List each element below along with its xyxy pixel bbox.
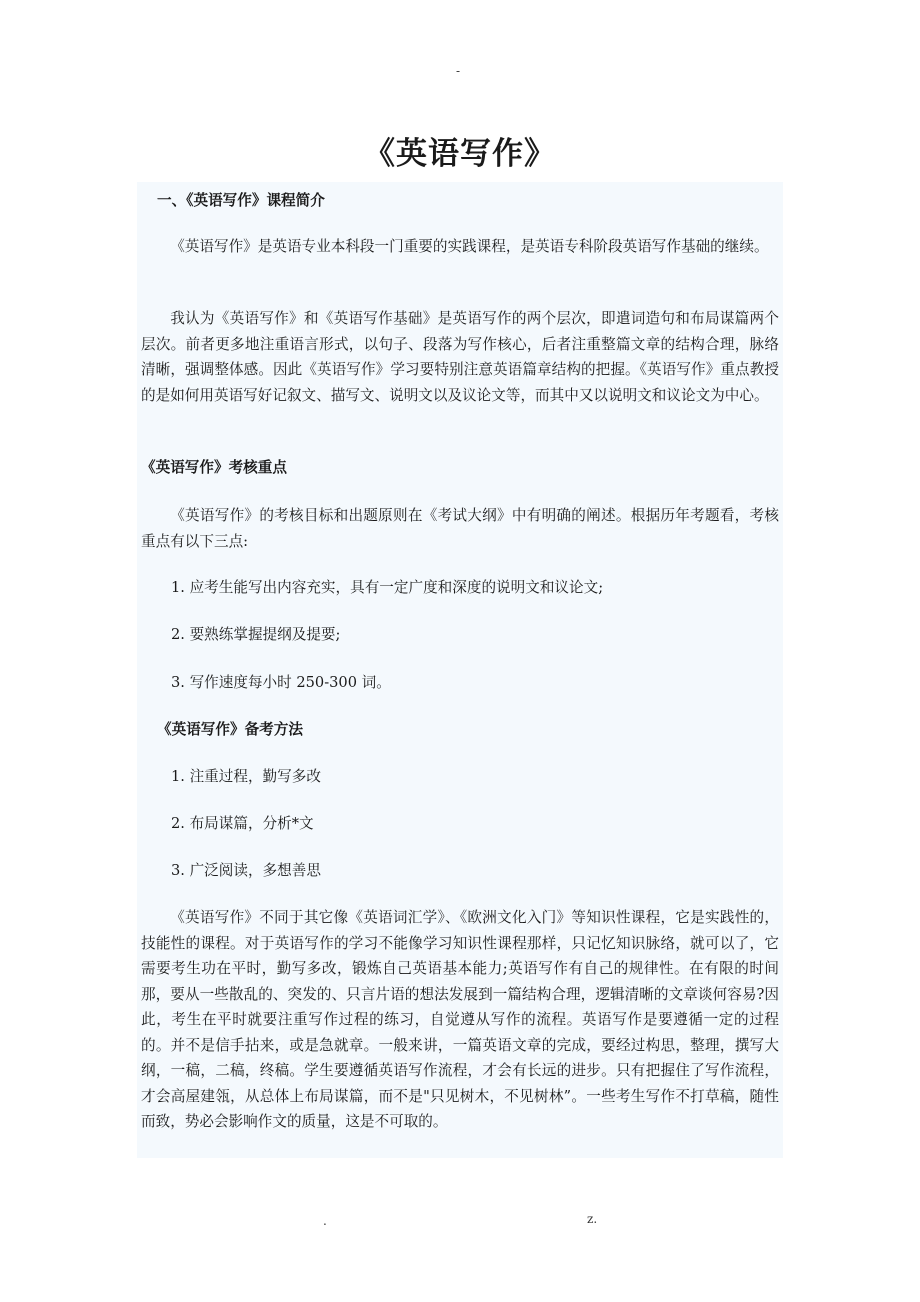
paragraph-intro-2: 我认为《英语写作》和《英语写作基础》是英语写作的两个层次，即遣词造句和布局谋篇两个层次。前者更多地注重语言形式，以句子、段落为写作核心，后者注重整篇文章的结构合理，脉络清晰，强调整体感。因此《英语写作》学习要特别注意英语篇章结构的把握。《英语写作》重点教授的是如何用英语写好记叙文、描写文、说明文以及议论文等，而其中又以说明文和议论文为中心。	[141, 310, 779, 404]
page-header-mark: -	[456, 64, 461, 78]
list-item: 3. 写作速度每小时 250-300 词。	[171, 674, 391, 691]
list-item: 2. 布局谋篇，分析*文	[171, 815, 314, 832]
section-heading-key-points: 《英语写作》考核重点	[141, 459, 287, 476]
list-item: 1. 应考生能写出内容充实，具有一定广度和深度的说明文和议论文;	[171, 579, 604, 596]
document-body	[137, 182, 783, 1158]
document-title: 《英语写作》	[364, 136, 556, 172]
page-footer-right: z.	[587, 1212, 598, 1226]
list-item: 3. 广泛阅读，多想善思	[171, 862, 321, 879]
section-heading-intro: 一、《英语写作》课程简介	[157, 192, 325, 209]
paragraph-key-points: 《英语写作》的考核目标和出题原则在《考试大纲》中有明确的阐述。根据历年考题看，考核重点有以下三点:	[141, 507, 779, 550]
paragraph-intro-1: 《英语写作》是英语专业本科段一门重要的实践课程，是英语专科阶段英语写作基础的继续。	[170, 238, 769, 255]
page-footer-left: .	[323, 1214, 327, 1228]
list-item: 2. 要熟练掌握提纲及提要;	[171, 626, 341, 643]
paragraph-methods: 《英语写作》不同于其它像《英语词汇学》、《欧洲文化入门》等知识性课程，它是实践性的，技能性的课程。对于英语写作的学习不能像学习知识性课程那样，只记忆知识脉络，就可以了，它需要考生功在平时，勤写多改，锻炼自己英语基本能力;英语写作有自己的规律性。在有限的时间那，要从一些散乱的、突发的、只言片语的想法发展到一篇结构合理，逻辑清晰的文章谈何容易?因此，考生在平时就要注重写作过程的练习，自觉遵从写作的流程。英语写作是要遵循一定的过程的。并不是信手拈来，或是急就章。一般来讲，一篇英语文章的完成，要经过构思，整理，撰写大纲，一稿，二稿，终稿。学生要遵循英语写作流程，才会有长远的进步。只有把握住了写作流程，才会高屋建瓴，从总体上布局谋篇，而不是"只见树木，不见树林”。一些考生写作不打草稿，随性而致，势必会影响作文的质量，这是不可取的。	[141, 909, 779, 1130]
list-item: 1. 注重过程，勤写多改	[171, 768, 321, 785]
section-heading-methods: 《英语写作》备考方法	[157, 721, 303, 738]
